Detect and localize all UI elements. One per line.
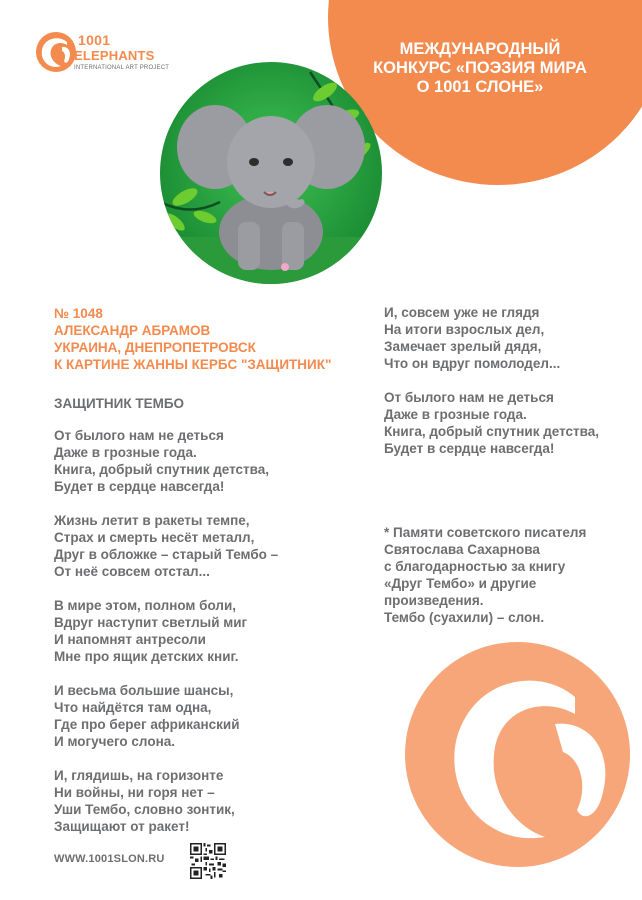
entry-location: УКРАИНА, ДНЕПРОПЕТРОВСК (54, 340, 256, 355)
poem-left-column (54, 427, 344, 852)
poem-line: Вдруг наступит светлый миг (54, 615, 248, 630)
poem-line: Жизнь летит в ракеты темпе, (54, 513, 250, 528)
entry-painting: К КАРТИНЕ ЖАННЫ КЕРБС "ЗАЩИТНИК" (54, 357, 332, 372)
poem-line: Защищают от ракет! (54, 819, 190, 834)
contest-title (350, 40, 610, 97)
poem-line: И, глядишь, на горизонте (54, 768, 224, 783)
contest-title-line: КОНКУРС «ПОЭЗИЯ МИРА (373, 59, 587, 77)
poem-line: От неё совсем отстал... (54, 564, 210, 579)
logo-name: ELEPHANTS (74, 48, 155, 63)
poem-line: Что найдётся там одна, (54, 700, 212, 715)
poem-line: От былого нам не деться (384, 390, 554, 405)
poem-line: Будет в сердце навсегда! (384, 441, 555, 456)
contest-title-line: О 1001 СЛОНЕ» (416, 78, 544, 96)
contest-title-line: МЕЖДУНАРОДНЫЙ (399, 40, 561, 58)
poem-line: Даже в грозные года. (384, 407, 527, 422)
elephant-emblem-icon (34, 30, 78, 74)
poem-line: Замечает зрелый дядя, (384, 339, 542, 354)
poem-line: От былого нам не деться (54, 428, 224, 443)
poem-line: Даже в грозные года. (54, 445, 197, 460)
poem-line: И напомнят антресоли (54, 632, 206, 647)
poem-stanza (384, 304, 634, 372)
poem-line: Книга, добрый спутник детства, (384, 424, 600, 439)
logo-tagline: INTERNATIONAL ART PROJECT (74, 65, 170, 71)
logo-number: 1001 (78, 32, 111, 48)
qr-code-icon[interactable] (190, 843, 226, 879)
poem-line: Уши Тембо, словно зонтик, (54, 802, 235, 817)
entry-number: № 1048 (54, 306, 103, 321)
poem-line: Книга, добрый спутник детства, (54, 462, 270, 477)
poem-stanza (54, 682, 344, 750)
poem-line: Мне про ящик детских книг. (54, 649, 239, 664)
poem-line: На итоги взрослых дел, (384, 322, 545, 337)
poem-line: Где про берег африканский (54, 717, 240, 732)
footnote-line: произведения. (384, 593, 484, 608)
footnote-line: * Памяти советского писателя (384, 525, 587, 540)
poem-stanza (54, 767, 344, 835)
poem-line: Друг в обложке – старый Тембо – (54, 547, 279, 562)
poem-stanza (54, 427, 344, 495)
website-link[interactable]: WWW.1001SLON.RU (54, 853, 165, 865)
poem-line: И весьма большие шансы, (54, 683, 234, 698)
large-elephant-emblem-icon (405, 642, 630, 867)
entry-author: АЛЕКСАНДР АБРАМОВ (54, 323, 211, 338)
poem-line: Что он вдруг помолодел... (384, 356, 561, 371)
poem-title: ЗАЩИТНИК ТЕМБО (54, 396, 185, 411)
poem-stanza (54, 512, 344, 580)
poem-line: Ни войны, ни горя нет – (54, 785, 215, 800)
poem-line: И могучего слона. (54, 734, 175, 749)
footnote-line: Тембо (суахили) – слон. (384, 610, 545, 625)
poem-line: Страх и смерть несёт металл, (54, 530, 255, 545)
poem-stanza (54, 597, 344, 665)
elephant-painting (160, 62, 382, 284)
footnote (384, 524, 634, 626)
footnote-line: Святослава Сахарнова (384, 542, 540, 557)
poem-line: В мире этом, полном боли, (54, 598, 237, 613)
poem-stanza (384, 389, 634, 457)
poem-line: Будет в сердце навсегда! (54, 479, 225, 494)
poem-right-column (384, 304, 634, 474)
footnote-line: с благодарностью за книгу (384, 559, 566, 574)
footnote-line: «Друг Тембо» и другие (384, 576, 537, 591)
entry-meta (54, 305, 384, 373)
poem-line: И, совсем уже не глядя (384, 305, 540, 320)
